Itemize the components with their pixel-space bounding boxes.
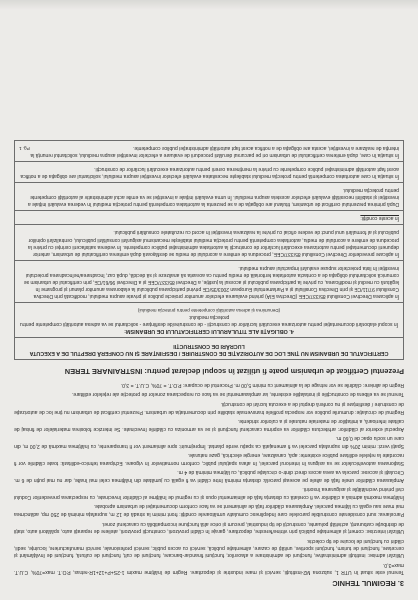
paragraph: Înălțimea maximă admisă a clădirilor va fi corelată cu distanța față de aliniamentul opus și cu regimul de înălțime al clădirilor învecinate, cu respectarea prevederilor Codului civil privind vecinătățile și asigurarea însoririi. xyxy=(14,486,404,500)
paragraph: Regim de aliniere: clădirile se vor retrage de la aliniament cu minim 5,00 m. Procentul de ocupare: P.O.T. = 70%, C.U.T. = 3,0. xyxy=(120,381,404,388)
purpose-line: Prezentul Certificat de urbanism poate fi utilizat în scopul declarat pentru: INSTRAINARE TEREN xyxy=(64,367,404,377)
section-3-title: 3. REGIMUL TEHNIC xyxy=(332,579,404,588)
paragraph: Parcelarea: sunt considerate construibile parcelele care îndeplinesc cumulativ următoarele condiții: front minim la stradă de 12 m, suprafața minimă de 250 mp, adâncimea mai mare sau egală cu lățimea parcelei. Amplasarea clădirilor față de aliniament se va face conform documentației de urbanism aprobate. xyxy=(14,503,404,517)
paragraph: Utilizări interzise: comerț și alimentație publică prin vitrine/ferestre, depozitare, garaje în clădiri provizorii, construcții provizorii, ateliere de reparații auto, spălătorii auto, stații de distribuție carburanți, activități poluante, construcții de tip industrial, precum și orice altă funcțiune incompatibilă cu caracterul zonei. xyxy=(14,520,404,534)
paragraph: Spații verzi: minim 20% din suprafața parcelei va fi amenajată ca spațiu verde plantat. Împrejmuiri: spre aliniament vor fi transparente, cu înălțimea maximă de 2,00 m, din care un soclu opac de 0,60 m. xyxy=(14,435,404,449)
page-shadow xyxy=(0,0,418,10)
notice-row-conditions: În aceste condiții: xyxy=(15,210,403,224)
paragraph: Utilizări admise: instituții administrative, funcțiuni de administrare a afacerilor, funcțiuni financiar-bancare, funcțiuni de cult, funcțiuni de cultură, funcțiuni de învățământ și cercetare, funcțiuni de turism, funcțiuni sportive, unități de cazare, alimentație publică, servicii cu acces public, servicii profesionale, servicii manufacturiere, locuințe, sedii, clădiri cu funcțiuni de locuire de tip colectiv. xyxy=(14,537,404,558)
notice-row-initial-evaluation: După primirea prezentului certificat de urbanism, titularul are obligația de a se prezenta la autoritatea competentă pentru protecția mediului în vederea evaluării inițiale a investiției și stabilirii necesității evaluării efectelor acesteia asupra mediului. În urma evaluării inițiale a investiției se va emite actul administrativ al autorității competente pentru protecția mediului. xyxy=(15,182,403,210)
paragraph: Amplasarea clădirilor unele față de altele pe aceeași parcelă: distanța minimă între clădiri va fi egală cu jumătate din înălțimea celei mai înalte, dar nu mai puțin de 6 m. Circulații și accese: parcela va avea acces direct dintr-o circulație publică, cu lățimea minimă de 4 m. xyxy=(14,469,404,483)
obligations-subtitle: În scopul elaborării documentației pentru autorizarea executării lucrărilor de construcții - de construire/de desființare - solicitantul se va adresa autorității competente pentru protecția mediului: xyxy=(20,313,398,327)
notice-row-directive: În aplicarea Directivei Consiliului 85/337/CEE (Directiva EIA) privind evaluarea efectelor anumitor proiecte publice și private asupra mediului, modificată prin Directiva Consiliului 97/11/CE și prin Directiva Consiliului și a Parlamentului European 2003/35/CE privind participarea publicului la elaborarea anumitor planuri și programe în legătură cu mediul și modificarea, cu privire la participarea publicului și accesul la justiție, a Directivei 85/337/CEE și a Directivei 96/61/CE, prin certificatul de urbanism se comunică solicitantului obligația de a contacta autoritatea teritorială de mediu pentru ca aceasta să analizeze și să decidă, după caz, încadrarea/neîncadrarea proiectului investiției în lista proiectelor supuse evaluării impactului asupra mediului. xyxy=(15,260,403,302)
paragraph: Terenul se va elibera de construcțiile și instalațiile existente, iar amplasamentul se va face cu respectarea zonelor de protecție ale rețelelor edilitare. xyxy=(71,391,404,398)
paragraph: Regimul de circulație: drumurile publice vor respecta profilele transversale stabilite prin documentația de urbanism. Prezentul certificat de urbanism nu ține loc de autorizație de construire / desființare și nu conferă dreptul de a executa lucrări de construcții. xyxy=(14,401,404,415)
paragraph: Aspectul exterior al clădirilor: arhitectura clădirilor va exprima caracterul funcțiunii și se va armoniza cu clădirile învecinate. Se interzice folosirea materialelor de finisaj de calitate inferioară, a imitațiilor de materiale naturale și a culorilor stridente. xyxy=(14,418,404,432)
paragraph: Staționarea autovehiculelor se va asigura în interiorul parcelei, în afara spațiului public, conform normativelor în vigoare. Echiparea tehnico-edilitară: toate clădirile vor fi racordate la rețelele edilitare publice existente: apă, canalizare, energie electrică, gaze naturale. xyxy=(14,452,404,466)
environment-notice-table xyxy=(14,140,404,361)
notice-row-disclaimer: CERTIFICATUL DE URBANISM NU ȚINE LOC DE AUTORIZAȚIE DE CONSTRUIRE / DESFIINȚARE ȘI NU CONFERĂ DREPTUL DE A EXECUTA LUCRĂRI DE CONSTRUCȚII xyxy=(15,337,403,359)
obligations-title: 4. OBLIGAȚII ALE TITULARULUI CERTIFICATULUI DE URBANISM: xyxy=(124,328,294,335)
notice-row-procedure: În aplicare prevederilor Directivei Consiliului 85/337/CEE, procedura de emitere a acordului de mediu se desfășoară după emiterea certificatului de urbanism, anterior depunerii documentației pentru autorizarea executării lucrărilor de construcții la autoritatea administrației publice competente. În vederea satisfacerii cerinței cu privire la procedura de emitere a acordului de mediu, autoritatea competentă pentru protecția mediului stabilește mecanismul asigurării consultării publicului, centralizării opiniilor publicului și al formulării unui punct de vedere oficial cu privire la realizarea investiției în acord cu rezultatele consultării publicului. xyxy=(15,224,403,259)
renunciation-text: În situația în care, după emiterea certificatului de urbanism ori pe parcursul derulării procedurii de evaluare a efectelor investiției asupra mediului, solicitantul renunță la intenția de realizare a investiției, acesta are obligația de a notifica acest fapt autorității administrației publice competente. xyxy=(30,144,399,158)
notice-row-obligations xyxy=(15,302,403,337)
notice-row-renunciation xyxy=(15,141,403,161)
notice-row-impact-evaluation: În situația în care autoritatea competentă pentru protecția mediului stabilește necesitatea evaluării efectelor investiției asupra mediului, solicitantul are obligația de a notifica acest fapt autorității administrației publice competente cu privire la menținerea cererii pentru autorizarea executării lucrărilor de construcții. xyxy=(15,161,403,182)
authority-address-hint: (Denumirea și adresa autorității competente pentru protecția mediului) xyxy=(137,307,281,313)
paragraph: Terenul este situat în UTR 1, subzona M2-instituții, servicii și mare industrie și depozitare. Regim de înălțime maxim 1-2S+P+12+1R-retras, P.O.T. max=70%, C.U.T. max=3,0. xyxy=(14,561,404,576)
section-3-body xyxy=(14,380,404,575)
page-number: Pg. 1 xyxy=(19,145,30,151)
